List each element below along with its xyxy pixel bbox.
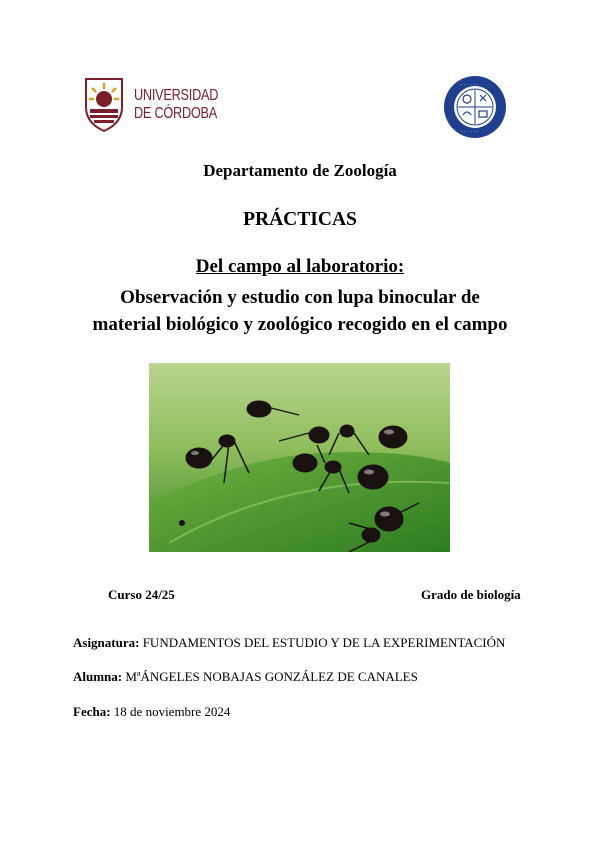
department-title: Departamento de Zoología bbox=[203, 161, 397, 180]
subtitle-line1: Observación y estudio con lupa binocular de bbox=[120, 287, 480, 308]
course-year: Curso 24/25 bbox=[108, 587, 175, 602]
alumna-value: MªÁNGELES NOBAJAS GONZÁLEZ DE CANALES bbox=[122, 669, 418, 684]
fecha-label: Fecha: bbox=[73, 704, 111, 719]
subtitle-underlined: Del campo al laboratorio: bbox=[195, 256, 405, 277]
alumna-field bbox=[73, 669, 418, 685]
ants-photo bbox=[149, 363, 450, 552]
university-logo-line2: DE CÓRDOBA bbox=[134, 105, 217, 122]
subtitle-line2: material biológico y zoológico recogido en el campo bbox=[92, 314, 508, 335]
faculty-seal bbox=[443, 75, 507, 139]
asignatura-field bbox=[73, 635, 505, 651]
faculty-seal-icon bbox=[443, 75, 507, 139]
svg-text:· · · · · ·: · · · · · · bbox=[461, 129, 479, 135]
asignatura-value: FUNDAMENTOS DEL ESTUDIO Y DE LA EXPERIMENTACIÓN bbox=[139, 635, 506, 650]
university-crest-icon bbox=[82, 77, 126, 133]
svg-text:· · · · · ·: · · · · · · bbox=[461, 82, 479, 88]
university-logo-text bbox=[134, 87, 218, 123]
degree-name: Grado de biología bbox=[421, 587, 521, 602]
asignatura-label: Asignatura: bbox=[73, 635, 140, 650]
alumna-label: Alumna: bbox=[73, 669, 123, 684]
practicas-heading: PRÁCTICAS bbox=[243, 209, 357, 230]
fecha-value: 18 de noviembre 2024 bbox=[110, 704, 231, 719]
university-logo-line1: UNIVERSIDAD bbox=[134, 87, 219, 104]
fecha-field bbox=[73, 704, 230, 720]
subtitle-block bbox=[0, 284, 600, 338]
